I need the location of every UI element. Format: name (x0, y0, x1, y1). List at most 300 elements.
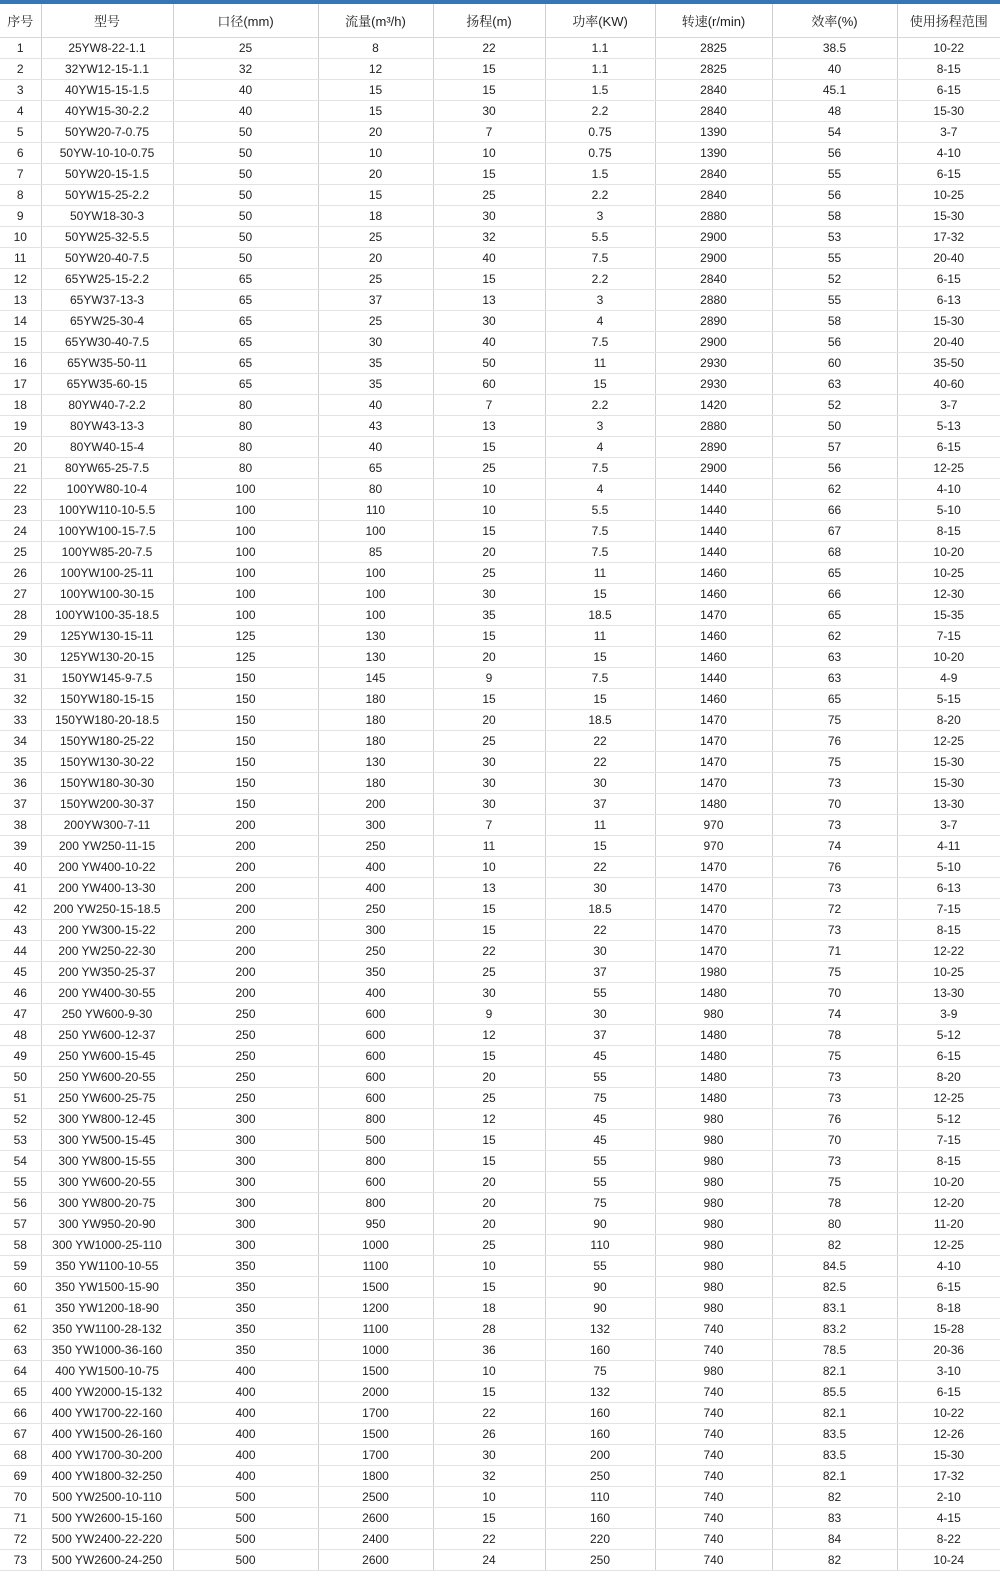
cell-head: 13 (433, 878, 545, 899)
cell-power: 1.5 (545, 164, 655, 185)
cell-diameter: 300 (173, 1193, 318, 1214)
cell-model: 50YW15-25-2.2 (41, 185, 173, 206)
cell-speed: 980 (655, 1235, 772, 1256)
cell-power: 3 (545, 206, 655, 227)
cell-power: 90 (545, 1277, 655, 1298)
cell-index: 40 (0, 857, 41, 878)
cell-efficiency: 82.1 (772, 1361, 897, 1382)
cell-efficiency: 57 (772, 437, 897, 458)
cell-diameter: 200 (173, 857, 318, 878)
cell-flow: 25 (318, 227, 433, 248)
cell-head: 30 (433, 584, 545, 605)
cell-head-range: 3-9 (897, 1004, 1000, 1025)
cell-efficiency: 65 (772, 563, 897, 584)
cell-model: 100YW110-10-5.5 (41, 500, 173, 521)
cell-index: 35 (0, 752, 41, 773)
cell-speed: 740 (655, 1487, 772, 1508)
cell-head: 7 (433, 815, 545, 836)
cell-power: 160 (545, 1424, 655, 1445)
table-row (0, 815, 1000, 836)
cell-speed: 2880 (655, 290, 772, 311)
cell-speed: 1460 (655, 689, 772, 710)
cell-power: 160 (545, 1340, 655, 1361)
cell-efficiency: 73 (772, 1151, 897, 1172)
cell-efficiency: 74 (772, 836, 897, 857)
cell-efficiency: 56 (772, 143, 897, 164)
cell-head-range: 7-15 (897, 899, 1000, 920)
cell-index: 24 (0, 521, 41, 542)
cell-model: 65YW37-13-3 (41, 290, 173, 311)
cell-flow: 180 (318, 731, 433, 752)
cell-index: 13 (0, 290, 41, 311)
cell-head-range: 5-15 (897, 689, 1000, 710)
cell-index: 46 (0, 983, 41, 1004)
cell-power: 7.5 (545, 332, 655, 353)
cell-speed: 2900 (655, 227, 772, 248)
cell-efficiency: 55 (772, 164, 897, 185)
cell-power: 7.5 (545, 248, 655, 269)
cell-diameter: 100 (173, 563, 318, 584)
cell-model: 350 YW1000-36-160 (41, 1340, 173, 1361)
cell-diameter: 150 (173, 689, 318, 710)
table-row (0, 1214, 1000, 1235)
cell-head-range: 6-15 (897, 437, 1000, 458)
cell-index: 3 (0, 80, 41, 101)
cell-efficiency: 74 (772, 1004, 897, 1025)
cell-power: 2.2 (545, 269, 655, 290)
cell-efficiency: 82 (772, 1550, 897, 1571)
cell-flow: 1800 (318, 1466, 433, 1487)
cell-diameter: 50 (173, 122, 318, 143)
cell-model: 50YW20-15-1.5 (41, 164, 173, 185)
cell-head-range: 8-15 (897, 521, 1000, 542)
table-row (0, 1382, 1000, 1403)
column-header-power: 功率(KW) (545, 4, 655, 38)
cell-model: 50YW-10-10-0.75 (41, 143, 173, 164)
cell-power: 110 (545, 1487, 655, 1508)
cell-power: 22 (545, 752, 655, 773)
cell-flow: 1700 (318, 1403, 433, 1424)
cell-speed: 1440 (655, 668, 772, 689)
cell-head: 15 (433, 1382, 545, 1403)
cell-model: 100YW100-25-11 (41, 563, 173, 584)
table-row (0, 983, 1000, 1004)
cell-speed: 1470 (655, 941, 772, 962)
cell-diameter: 100 (173, 521, 318, 542)
cell-index: 39 (0, 836, 41, 857)
cell-speed: 1480 (655, 1025, 772, 1046)
cell-head: 12 (433, 1025, 545, 1046)
cell-flow: 1700 (318, 1445, 433, 1466)
cell-speed: 1470 (655, 731, 772, 752)
cell-power: 15 (545, 836, 655, 857)
cell-speed: 980 (655, 1193, 772, 1214)
cell-diameter: 150 (173, 731, 318, 752)
cell-speed: 2900 (655, 248, 772, 269)
cell-efficiency: 70 (772, 794, 897, 815)
cell-head: 15 (433, 269, 545, 290)
cell-head-range: 3-7 (897, 122, 1000, 143)
cell-head-range: 6-15 (897, 164, 1000, 185)
cell-index: 65 (0, 1382, 41, 1403)
cell-head: 28 (433, 1319, 545, 1340)
cell-head: 32 (433, 1466, 545, 1487)
cell-diameter: 50 (173, 227, 318, 248)
cell-head-range: 40-60 (897, 374, 1000, 395)
cell-head-range: 12-20 (897, 1193, 1000, 1214)
table-row (0, 1361, 1000, 1382)
cell-model: 65YW25-15-2.2 (41, 269, 173, 290)
cell-diameter: 65 (173, 332, 318, 353)
cell-model: 200 YW400-10-22 (41, 857, 173, 878)
cell-index: 22 (0, 479, 41, 500)
cell-efficiency: 83.1 (772, 1298, 897, 1319)
cell-model: 400 YW2000-15-132 (41, 1382, 173, 1403)
cell-model: 80YW43-13-3 (41, 416, 173, 437)
cell-flow: 130 (318, 647, 433, 668)
cell-head-range: 5-12 (897, 1025, 1000, 1046)
cell-index: 47 (0, 1004, 41, 1025)
table-row (0, 227, 1000, 248)
cell-flow: 30 (318, 332, 433, 353)
cell-speed: 740 (655, 1424, 772, 1445)
cell-flow: 180 (318, 710, 433, 731)
cell-diameter: 500 (173, 1508, 318, 1529)
cell-model: 150YW145-9-7.5 (41, 668, 173, 689)
cell-efficiency: 82.1 (772, 1403, 897, 1424)
cell-flow: 300 (318, 920, 433, 941)
cell-efficiency: 83.2 (772, 1319, 897, 1340)
cell-diameter: 65 (173, 374, 318, 395)
table-row (0, 1130, 1000, 1151)
cell-flow: 600 (318, 1046, 433, 1067)
cell-model: 300 YW950-20-90 (41, 1214, 173, 1235)
cell-diameter: 100 (173, 542, 318, 563)
cell-index: 6 (0, 143, 41, 164)
cell-diameter: 250 (173, 1067, 318, 1088)
cell-model: 50YW18-30-3 (41, 206, 173, 227)
cell-speed: 2930 (655, 374, 772, 395)
cell-flow: 1000 (318, 1235, 433, 1256)
cell-power: 250 (545, 1466, 655, 1487)
cell-power: 30 (545, 773, 655, 794)
cell-model: 80YW40-15-4 (41, 437, 173, 458)
cell-diameter: 100 (173, 479, 318, 500)
cell-speed: 980 (655, 1109, 772, 1130)
cell-model: 200 YW350-25-37 (41, 962, 173, 983)
cell-index: 30 (0, 647, 41, 668)
cell-flow: 800 (318, 1151, 433, 1172)
cell-power: 7.5 (545, 521, 655, 542)
cell-flow: 35 (318, 353, 433, 374)
table-row (0, 899, 1000, 920)
cell-model: 65YW25-30-4 (41, 311, 173, 332)
cell-head: 15 (433, 920, 545, 941)
cell-diameter: 250 (173, 1088, 318, 1109)
cell-head-range: 3-10 (897, 1361, 1000, 1382)
table-row (0, 1256, 1000, 1277)
cell-head-range: 8-15 (897, 59, 1000, 80)
table-row (0, 1172, 1000, 1193)
table-row (0, 1298, 1000, 1319)
cell-efficiency: 66 (772, 500, 897, 521)
table-row (0, 479, 1000, 500)
table-row (0, 311, 1000, 332)
cell-speed: 1470 (655, 878, 772, 899)
cell-index: 7 (0, 164, 41, 185)
cell-model: 25YW8-22-1.1 (41, 38, 173, 59)
cell-index: 52 (0, 1109, 41, 1130)
cell-diameter: 100 (173, 605, 318, 626)
cell-efficiency: 66 (772, 584, 897, 605)
cell-efficiency: 52 (772, 269, 897, 290)
cell-index: 34 (0, 731, 41, 752)
cell-head-range: 5-10 (897, 500, 1000, 521)
cell-model: 125YW130-15-11 (41, 626, 173, 647)
cell-model: 40YW15-15-1.5 (41, 80, 173, 101)
cell-power: 1.1 (545, 38, 655, 59)
table-row (0, 1550, 1000, 1571)
cell-flow: 250 (318, 836, 433, 857)
cell-index: 15 (0, 332, 41, 353)
cell-diameter: 65 (173, 311, 318, 332)
cell-head: 36 (433, 1340, 545, 1361)
table-row (0, 605, 1000, 626)
cell-head: 20 (433, 710, 545, 731)
cell-diameter: 400 (173, 1466, 318, 1487)
cell-index: 41 (0, 878, 41, 899)
cell-flow: 400 (318, 857, 433, 878)
cell-flow: 300 (318, 815, 433, 836)
cell-diameter: 200 (173, 941, 318, 962)
cell-flow: 40 (318, 395, 433, 416)
cell-head: 40 (433, 248, 545, 269)
table-row (0, 353, 1000, 374)
cell-diameter: 350 (173, 1340, 318, 1361)
cell-head: 10 (433, 479, 545, 500)
cell-head: 20 (433, 1193, 545, 1214)
column-header-efficiency: 效率(%) (772, 4, 897, 38)
cell-diameter: 80 (173, 458, 318, 479)
cell-speed: 980 (655, 1298, 772, 1319)
cell-speed: 1460 (655, 626, 772, 647)
cell-efficiency: 78.5 (772, 1340, 897, 1361)
cell-speed: 980 (655, 1172, 772, 1193)
cell-efficiency: 78 (772, 1193, 897, 1214)
cell-efficiency: 71 (772, 941, 897, 962)
cell-diameter: 150 (173, 752, 318, 773)
cell-power: 5.5 (545, 500, 655, 521)
cell-power: 37 (545, 794, 655, 815)
table-row (0, 143, 1000, 164)
cell-index: 71 (0, 1508, 41, 1529)
cell-head: 15 (433, 164, 545, 185)
cell-head: 18 (433, 1298, 545, 1319)
cell-diameter: 65 (173, 269, 318, 290)
cell-power: 11 (545, 626, 655, 647)
cell-index: 60 (0, 1277, 41, 1298)
cell-head: 25 (433, 458, 545, 479)
cell-power: 90 (545, 1298, 655, 1319)
cell-power: 22 (545, 920, 655, 941)
cell-flow: 110 (318, 500, 433, 521)
cell-diameter: 500 (173, 1487, 318, 1508)
cell-diameter: 400 (173, 1403, 318, 1424)
cell-head-range: 10-25 (897, 962, 1000, 983)
cell-diameter: 500 (173, 1529, 318, 1550)
cell-power: 30 (545, 878, 655, 899)
cell-model: 400 YW1700-30-200 (41, 1445, 173, 1466)
cell-model: 125YW130-20-15 (41, 647, 173, 668)
cell-model: 350 YW1100-28-132 (41, 1319, 173, 1340)
cell-model: 350 YW1200-18-90 (41, 1298, 173, 1319)
cell-flow: 8 (318, 38, 433, 59)
cell-head: 24 (433, 1550, 545, 1571)
cell-power: 45 (545, 1130, 655, 1151)
cell-flow: 1500 (318, 1277, 433, 1298)
cell-efficiency: 38.5 (772, 38, 897, 59)
cell-model: 200 YW400-30-55 (41, 983, 173, 1004)
table-row (0, 794, 1000, 815)
cell-power: 4 (545, 479, 655, 500)
cell-head-range: 10-22 (897, 38, 1000, 59)
cell-diameter: 125 (173, 626, 318, 647)
cell-model: 400 YW1500-26-160 (41, 1424, 173, 1445)
cell-index: 10 (0, 227, 41, 248)
cell-index: 69 (0, 1466, 41, 1487)
table-row (0, 38, 1000, 59)
cell-efficiency: 67 (772, 521, 897, 542)
cell-power: 4 (545, 437, 655, 458)
cell-efficiency: 63 (772, 668, 897, 689)
cell-model: 400 YW1500-10-75 (41, 1361, 173, 1382)
column-header-diameter: 口径(mm) (173, 4, 318, 38)
cell-diameter: 300 (173, 1151, 318, 1172)
cell-speed: 1470 (655, 752, 772, 773)
cell-index: 42 (0, 899, 41, 920)
cell-head-range: 10-25 (897, 185, 1000, 206)
cell-efficiency: 70 (772, 1130, 897, 1151)
cell-head: 22 (433, 1529, 545, 1550)
cell-speed: 740 (655, 1403, 772, 1424)
cell-head: 7 (433, 395, 545, 416)
cell-power: 30 (545, 941, 655, 962)
cell-model: 150YW180-15-15 (41, 689, 173, 710)
cell-index: 26 (0, 563, 41, 584)
cell-speed: 1460 (655, 584, 772, 605)
cell-model: 50YW20-7-0.75 (41, 122, 173, 143)
cell-head-range: 8-15 (897, 1151, 1000, 1172)
cell-index: 21 (0, 458, 41, 479)
cell-head-range: 12-25 (897, 731, 1000, 752)
cell-power: 132 (545, 1382, 655, 1403)
table-row (0, 185, 1000, 206)
cell-head: 30 (433, 311, 545, 332)
cell-flow: 130 (318, 626, 433, 647)
cell-head: 40 (433, 332, 545, 353)
cell-index: 32 (0, 689, 41, 710)
cell-index: 68 (0, 1445, 41, 1466)
cell-index: 45 (0, 962, 41, 983)
cell-model: 150YW130-30-22 (41, 752, 173, 773)
cell-index: 1 (0, 38, 41, 59)
cell-flow: 20 (318, 164, 433, 185)
cell-diameter: 65 (173, 353, 318, 374)
cell-index: 14 (0, 311, 41, 332)
table-row (0, 626, 1000, 647)
table-row (0, 1529, 1000, 1550)
table-row (0, 731, 1000, 752)
cell-speed: 980 (655, 1130, 772, 1151)
cell-model: 400 YW1700-22-160 (41, 1403, 173, 1424)
cell-head-range: 3-7 (897, 395, 1000, 416)
cell-index: 57 (0, 1214, 41, 1235)
table-row (0, 836, 1000, 857)
cell-speed: 1440 (655, 521, 772, 542)
cell-speed: 1480 (655, 1088, 772, 1109)
cell-index: 20 (0, 437, 41, 458)
cell-flow: 18 (318, 206, 433, 227)
cell-head-range: 6-15 (897, 1277, 1000, 1298)
cell-power: 22 (545, 731, 655, 752)
cell-speed: 1470 (655, 710, 772, 731)
cell-flow: 800 (318, 1193, 433, 1214)
cell-diameter: 200 (173, 899, 318, 920)
cell-speed: 1460 (655, 563, 772, 584)
cell-model: 250 YW600-15-45 (41, 1046, 173, 1067)
table-row (0, 1235, 1000, 1256)
cell-speed: 1440 (655, 542, 772, 563)
cell-diameter: 32 (173, 59, 318, 80)
cell-speed: 980 (655, 1256, 772, 1277)
cell-flow: 2400 (318, 1529, 433, 1550)
cell-index: 59 (0, 1256, 41, 1277)
cell-model: 200YW300-7-11 (41, 815, 173, 836)
cell-head: 10 (433, 1487, 545, 1508)
cell-efficiency: 78 (772, 1025, 897, 1046)
cell-head: 15 (433, 626, 545, 647)
cell-head: 25 (433, 731, 545, 752)
cell-power: 7.5 (545, 458, 655, 479)
table-row (0, 710, 1000, 731)
cell-speed: 1460 (655, 647, 772, 668)
cell-head-range: 10-24 (897, 1550, 1000, 1571)
cell-head-range: 12-22 (897, 941, 1000, 962)
cell-head-range: 4-10 (897, 479, 1000, 500)
cell-head-range: 4-9 (897, 668, 1000, 689)
table-row (0, 416, 1000, 437)
cell-flow: 43 (318, 416, 433, 437)
cell-head-range: 7-15 (897, 626, 1000, 647)
cell-index: 16 (0, 353, 41, 374)
cell-head: 15 (433, 521, 545, 542)
cell-power: 7.5 (545, 542, 655, 563)
cell-power: 11 (545, 815, 655, 836)
cell-model: 100YW85-20-7.5 (41, 542, 173, 563)
table-row (0, 773, 1000, 794)
cell-diameter: 50 (173, 143, 318, 164)
cell-power: 7.5 (545, 668, 655, 689)
cell-head-range: 4-11 (897, 836, 1000, 857)
cell-diameter: 80 (173, 395, 318, 416)
cell-flow: 200 (318, 794, 433, 815)
cell-efficiency: 58 (772, 206, 897, 227)
cell-head-range: 15-30 (897, 1445, 1000, 1466)
cell-power: 250 (545, 1550, 655, 1571)
cell-speed: 1390 (655, 122, 772, 143)
cell-power: 22 (545, 857, 655, 878)
table-row (0, 1319, 1000, 1340)
